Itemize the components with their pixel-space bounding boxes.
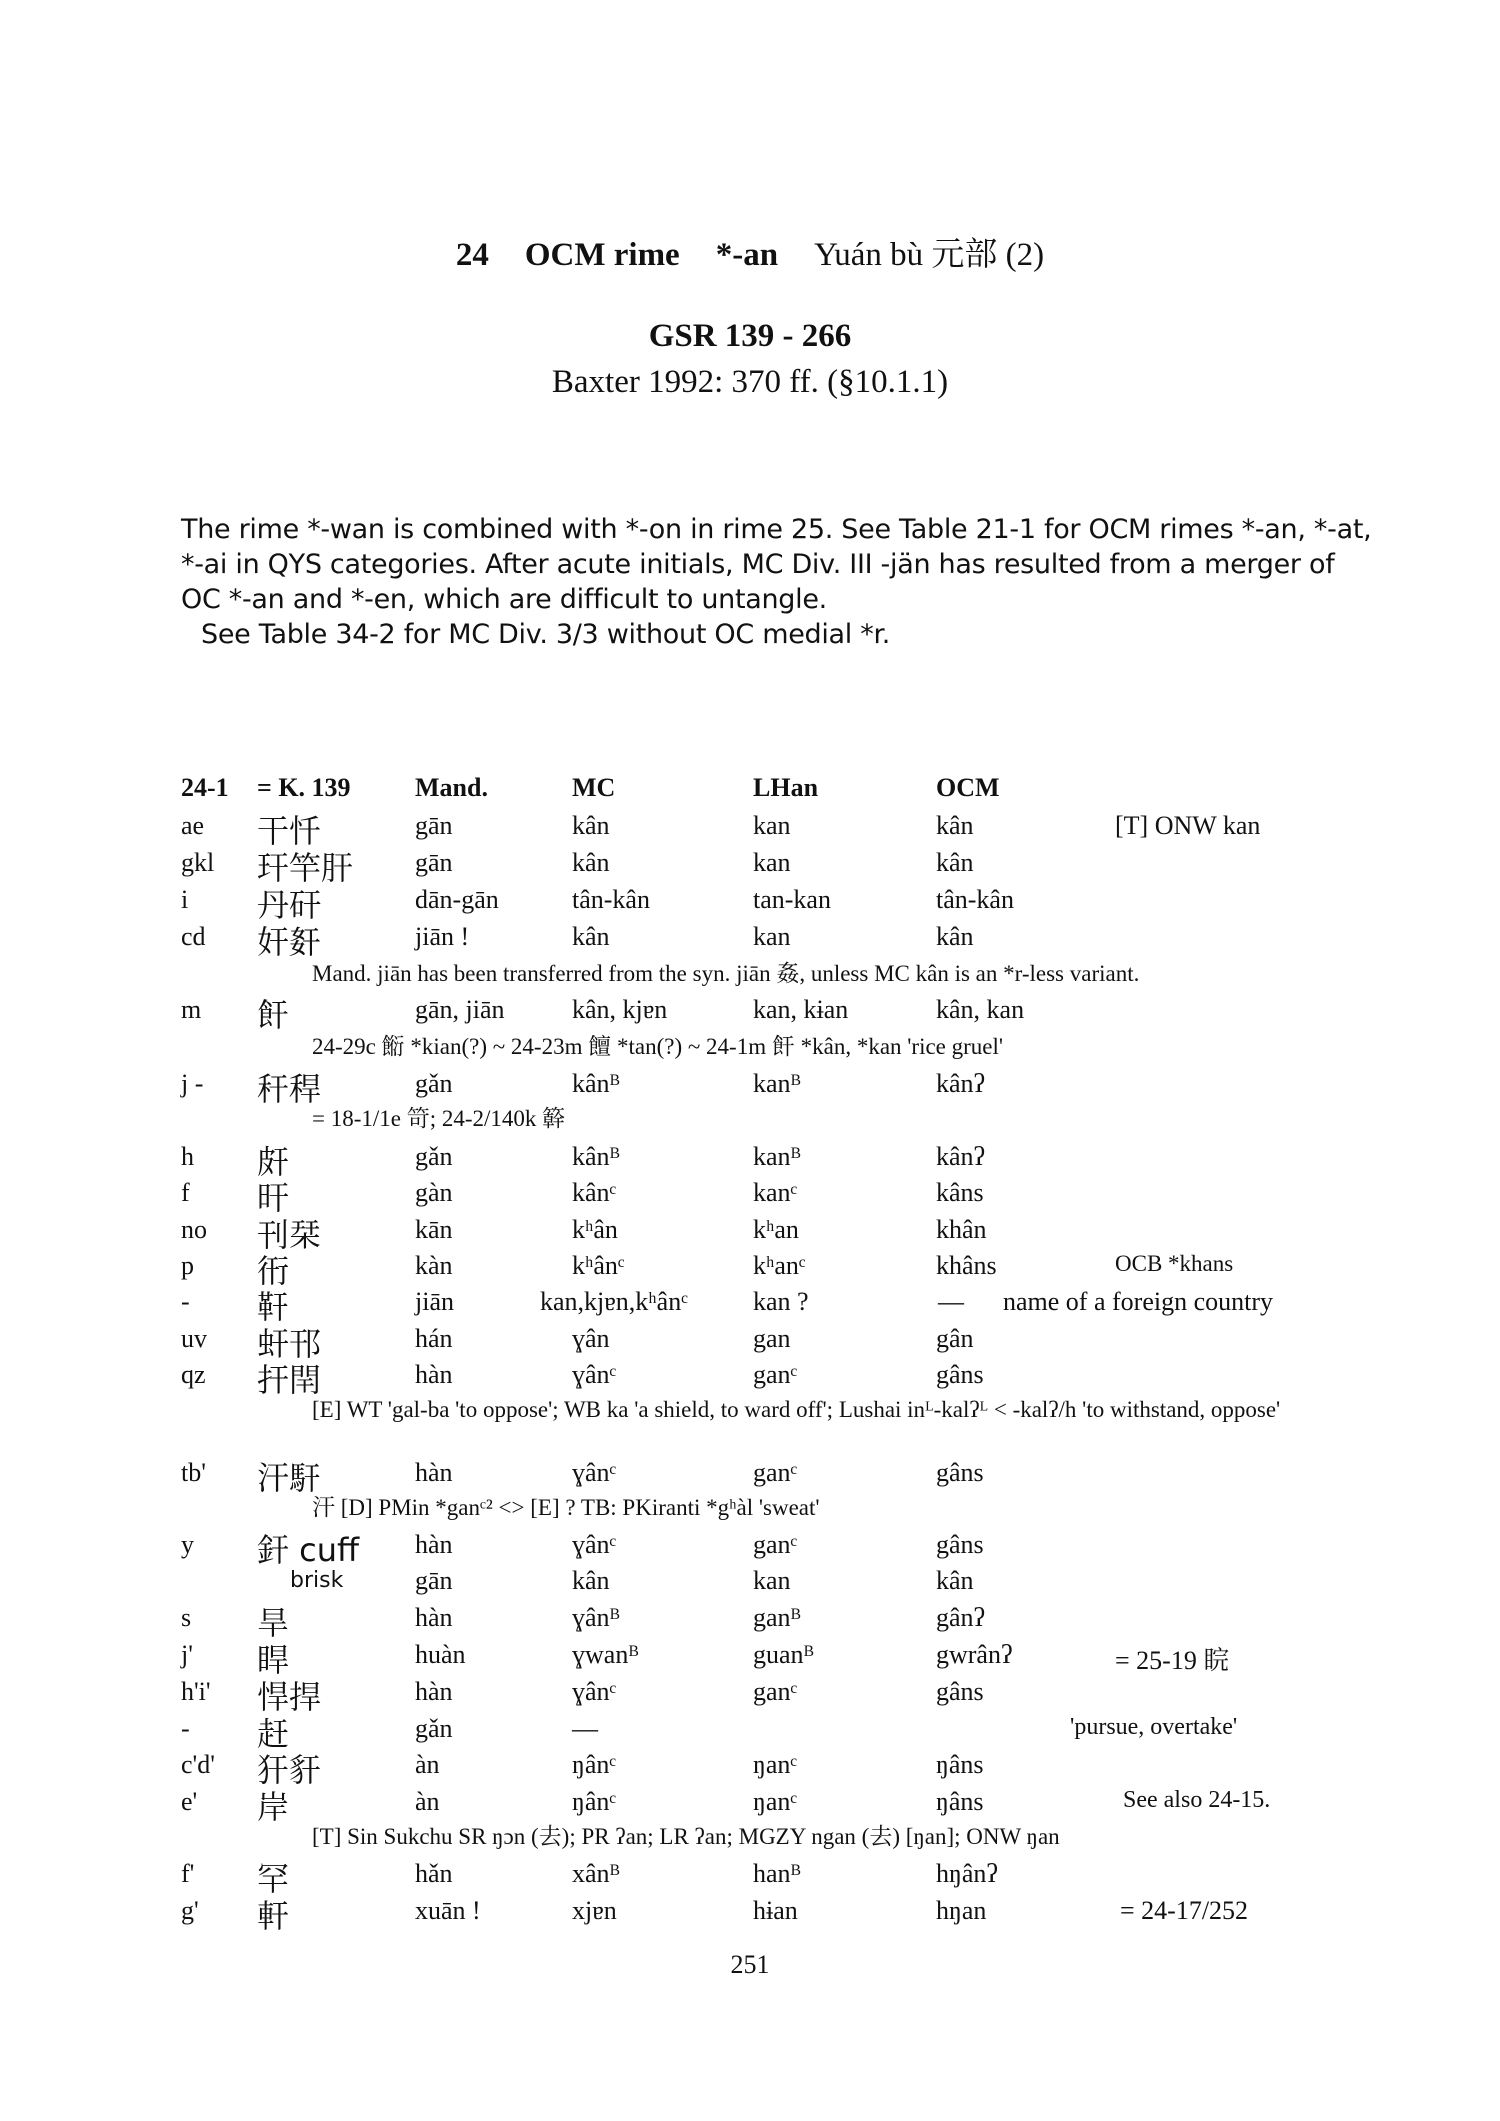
- row-lhan: ganᶜ: [753, 1458, 798, 1487]
- row-mc: —: [572, 1714, 598, 1743]
- row-ocm: gâns: [936, 1458, 984, 1487]
- row-mc: xjɐn: [572, 1896, 617, 1925]
- row-ocm: khâns: [936, 1251, 997, 1280]
- row-mand: hàn: [415, 1360, 453, 1389]
- row-chars: 悍捍: [257, 1678, 322, 1716]
- table-row: [0, 995, 1500, 1034]
- row-lhan: kʰan: [753, 1215, 799, 1244]
- row-chars: 睅: [257, 1641, 290, 1679]
- header-lhan: LHan: [753, 773, 819, 802]
- row-mc: kân: [572, 848, 610, 877]
- row-mand: hàn: [415, 1677, 453, 1706]
- row-ocm: ŋâns: [936, 1787, 984, 1816]
- table-header: [0, 773, 1500, 809]
- row-note: See also 24-15.: [1123, 1787, 1271, 1813]
- row-lhan: ŋanᶜ: [753, 1787, 798, 1816]
- row-ocm: kân: [936, 848, 974, 877]
- row-mand: gǎn: [415, 1069, 453, 1098]
- gsr-range: GSR 139 - 266: [648, 318, 852, 354]
- row-ocm: kân: [936, 811, 974, 840]
- row-tag: g': [181, 1896, 199, 1925]
- row-mc: tân-kân: [572, 885, 650, 914]
- row-ocm: kân: [936, 1566, 974, 1595]
- row-lhan: kan, kɨan: [753, 995, 849, 1024]
- row-chars: 干忏: [257, 812, 322, 850]
- row-mc: kʰân: [572, 1215, 618, 1244]
- intro-paragraph-2: See Table 34-2 for MC Div. 3/3 without OC medial *r.: [201, 619, 891, 650]
- note-j: = 18-1/1e 笴; 24-2/140k 簳: [312, 1106, 566, 1131]
- table-row: [0, 1287, 1500, 1326]
- row-chars: 釬 cuff: [257, 1531, 360, 1569]
- row-tag: -: [181, 1714, 190, 1743]
- rime-label: *-an: [715, 237, 779, 273]
- row-lhan: kanᴮ: [753, 1069, 801, 1098]
- row-tag: gkl: [181, 848, 215, 877]
- row-mc: kan,kjɐn,kʰânᶜ: [540, 1287, 688, 1316]
- row-chars: 衎: [257, 1252, 290, 1290]
- row-chars: brisk: [290, 1568, 344, 1593]
- row-chars: 虷邗: [257, 1325, 322, 1363]
- table-row: [0, 811, 1500, 850]
- row-mc: kân: [572, 811, 610, 840]
- row-tag: s: [181, 1603, 192, 1632]
- row-ocm: gân: [936, 1324, 974, 1353]
- row-mand: gǎn: [415, 1714, 453, 1743]
- row-mand: dān-gān: [415, 885, 499, 914]
- table-row: [0, 885, 1500, 924]
- row-ocm: hŋan: [936, 1896, 987, 1925]
- row-chars: 旰: [257, 1179, 290, 1217]
- note-e: [T] Sin Sukchu SR ŋɔn (去); PR ʔan; LR ʔan; MGZY ngan (去) [ŋan]; ONW ŋan: [312, 1824, 1060, 1849]
- row-lhan: kanᶜ: [753, 1178, 798, 1207]
- row-mc: ɣânᴮ: [572, 1603, 620, 1632]
- row-tag: p: [181, 1251, 194, 1280]
- row-ocm: gwrânʔ: [936, 1640, 1013, 1669]
- row-lhan: hɨan: [753, 1896, 798, 1925]
- row-mc: xânᴮ: [572, 1859, 620, 1888]
- row-tag: uv: [181, 1324, 207, 1353]
- table-row: [0, 1530, 1500, 1569]
- row-chars: 奸姧: [257, 923, 322, 961]
- row-chars: 玕竿肝: [257, 849, 354, 887]
- row-mc: ŋânᶜ: [572, 1787, 617, 1816]
- row-mc: ɣân: [572, 1324, 610, 1353]
- row-tag: tb': [181, 1458, 206, 1487]
- row-lhan: ganᶜ: [753, 1360, 798, 1389]
- table-row: [0, 1215, 1500, 1254]
- row-mand: àn: [415, 1787, 440, 1816]
- row-ocm: gâns: [936, 1530, 984, 1559]
- row-tag: y: [181, 1530, 194, 1559]
- row-tag: f': [181, 1859, 195, 1888]
- intro-paragraph: The rime *-wan is combined with *-on in rime 25. See Table 21-1 for OCM rimes *-an, *-at, *-ai in QYS categories. After acute initials, MC Div. III -jän has resulted from a merger of OC *-an and *-en, which are difficult to untangle.: [181, 514, 1372, 615]
- row-ocm: tân-kân: [936, 885, 1014, 914]
- row-ocm: khân: [936, 1215, 987, 1244]
- row-mc: ɣânᶜ: [572, 1458, 617, 1487]
- row-mand: gān: [415, 811, 453, 840]
- row-chars: 岸: [257, 1788, 290, 1826]
- row-chars: 旱: [257, 1604, 290, 1642]
- row-lhan: guanᴮ: [753, 1640, 814, 1669]
- row-lhan: ganᶜ: [753, 1677, 798, 1706]
- row-mand: àn: [415, 1750, 440, 1779]
- row-mand: hàn: [415, 1603, 453, 1632]
- row-tag: h'i': [181, 1677, 211, 1706]
- row-mc: kânᶜ: [572, 1178, 617, 1207]
- row-chars: 汗馯: [257, 1459, 322, 1497]
- row-mc: kân: [572, 1566, 610, 1595]
- table-row: [0, 1677, 1500, 1716]
- row-tag: j -: [181, 1069, 204, 1098]
- row-mc: kânᴮ: [572, 1142, 620, 1171]
- row-mc: kânᴮ: [572, 1069, 620, 1098]
- row-tag: j': [181, 1640, 193, 1669]
- table-row: [0, 1142, 1500, 1181]
- row-lhan: kan ?: [753, 1287, 809, 1316]
- row-ocm: kânʔ: [936, 1069, 986, 1098]
- row-note: = 24-17/252: [1120, 1896, 1249, 1925]
- yuanbu-label: Yuán bù 元部 (2): [814, 237, 1045, 273]
- row-tag: i: [181, 885, 189, 914]
- header-tag: 24-1: [181, 773, 229, 802]
- row-mand: gān: [415, 1566, 453, 1595]
- row-chars: 刊栞: [257, 1216, 322, 1254]
- row-ocm: kânʔ: [936, 1142, 986, 1171]
- row-lhan: kan: [753, 811, 791, 840]
- row-mand: hàn: [415, 1530, 453, 1559]
- row-mand: kàn: [415, 1251, 453, 1280]
- row-tag: cd: [181, 922, 206, 951]
- row-ocm: gânʔ: [936, 1603, 986, 1632]
- row-chars: 扞閈: [257, 1361, 322, 1399]
- row-ocm: ŋâns: [936, 1750, 984, 1779]
- row-chars: 飦: [257, 996, 290, 1034]
- row-lhan: tan-kan: [753, 885, 831, 914]
- table-row: [0, 1566, 1500, 1602]
- row-ocm: gâns: [936, 1360, 984, 1389]
- row-tag: e': [181, 1787, 198, 1816]
- table-row: [0, 1360, 1500, 1399]
- row-mand: gàn: [415, 1178, 453, 1207]
- table-row: [0, 1750, 1500, 1789]
- rime-number: 24: [455, 237, 489, 273]
- table-row: [0, 1787, 1500, 1826]
- table-row: [0, 1324, 1500, 1363]
- table-row: [0, 1251, 1500, 1290]
- row-tag: qz: [181, 1360, 206, 1389]
- baxter-ref: Baxter 1992: 370 ff. (§10.1.1): [551, 364, 949, 400]
- page-number: 251: [730, 1950, 770, 1979]
- table-row: [0, 848, 1500, 887]
- row-mand: gān: [415, 848, 453, 877]
- row-mc: kân: [572, 922, 610, 951]
- section-title: [0, 228, 1500, 275]
- table-row: [0, 1859, 1500, 1898]
- row-lhan: ganᴮ: [753, 1603, 801, 1632]
- row-ocm: kân, kan: [936, 995, 1025, 1024]
- row-chars: 丹矸: [257, 886, 322, 924]
- row-ocm: gâns: [936, 1677, 984, 1706]
- row-lhan: ganᶜ: [753, 1530, 798, 1559]
- row-mc: ɣwanᴮ: [572, 1640, 639, 1669]
- table-row: [0, 1178, 1500, 1217]
- row-lhan: ŋanᶜ: [753, 1750, 798, 1779]
- row-mand: huàn: [415, 1640, 466, 1669]
- ocm-label: OCM rime: [524, 237, 680, 273]
- row-mand: hǎn: [415, 1859, 453, 1888]
- row-mc: ŋânᶜ: [572, 1750, 617, 1779]
- row-note: OCB *khans: [1115, 1251, 1234, 1276]
- row-mand: xuān !: [415, 1896, 481, 1925]
- row-chars: 赶: [257, 1715, 290, 1753]
- row-note: 'pursue, overtake': [1070, 1714, 1238, 1740]
- row-lhan: kanᴮ: [753, 1142, 801, 1171]
- row-mc: kân, kjɐn: [572, 995, 668, 1024]
- row-chars: 靬: [257, 1288, 290, 1326]
- row-mand: gǎn: [415, 1142, 453, 1171]
- row-mand: kān: [415, 1215, 453, 1244]
- row-mand: jiān !: [415, 922, 470, 951]
- row-tag: ae: [181, 811, 205, 840]
- row-lhan: kʰanᶜ: [753, 1251, 806, 1280]
- table-row: [0, 1603, 1500, 1642]
- row-chars: 罕: [257, 1860, 290, 1898]
- row-mc: kʰânᶜ: [572, 1251, 625, 1280]
- header-ocm: OCM: [936, 773, 1000, 802]
- row-mc: ɣânᶜ: [572, 1677, 617, 1706]
- note-m: 24-29c 餰 *kian(?) ~ 24-23m 饘 *tan(?) ~ 24-1m 飦 *kân, *kan 'rice gruel': [312, 1034, 1004, 1059]
- row-ocm: kân: [936, 922, 974, 951]
- row-mand: gān, jiān: [415, 995, 505, 1024]
- row-note: [T] ONW kan: [1115, 811, 1261, 840]
- row-mand: hàn: [415, 1458, 453, 1487]
- header-mc: MC: [572, 773, 616, 802]
- row-tag: no: [181, 1215, 207, 1244]
- row-lhan: kan: [753, 1566, 791, 1595]
- note-qz: [E] WT 'gal-ba 'to oppose'; WB ka 'a shield, to ward off'; Lushai inᴸ-kalʔᴸ < -kalʔ/h 'to withstand, oppose': [312, 1397, 1281, 1422]
- row-tag: h: [181, 1142, 194, 1171]
- row-chars: 皯: [257, 1143, 290, 1181]
- row-lhan: gan: [753, 1324, 791, 1353]
- row-note: = 25-19 睆: [1115, 1646, 1230, 1675]
- row-chars: 犴豻: [257, 1751, 322, 1789]
- row-note: name of a foreign country: [1003, 1287, 1274, 1316]
- row-ocm: —: [938, 1287, 964, 1316]
- row-chars: 軒: [257, 1897, 290, 1935]
- row-mc: ɣânᶜ: [572, 1360, 617, 1389]
- row-tag: -: [181, 1287, 190, 1316]
- table-row: [0, 1714, 1500, 1753]
- row-lhan: hanᴮ: [753, 1859, 801, 1888]
- table-row: [0, 1896, 1500, 1935]
- row-mc: ɣânᶜ: [572, 1530, 617, 1559]
- row-lhan: kan: [753, 848, 791, 877]
- table-row: [0, 1640, 1500, 1679]
- row-mand: hán: [415, 1324, 453, 1353]
- row-tag: f: [181, 1178, 190, 1207]
- table-row: [0, 1069, 1500, 1108]
- table-row: [0, 1458, 1500, 1497]
- row-ocm: hŋânʔ: [936, 1859, 998, 1888]
- row-mand: jiān: [415, 1287, 454, 1316]
- row-tag: m: [181, 995, 202, 1024]
- header-mand: Mand.: [415, 773, 488, 802]
- row-tag: c'd': [181, 1750, 215, 1779]
- note-tb: 汗 [D] PMin *ganᶜ² <> [E] ? TB: PKiranti *gʰàl 'sweat': [312, 1495, 820, 1520]
- table-row: [0, 922, 1500, 961]
- note-cd: Mand. jiān has been transferred from the syn. jiān 姦, unless MC kân is an *r-less variant.: [312, 961, 1140, 986]
- row-lhan: kan: [753, 922, 791, 951]
- row-chars: 秆稈: [257, 1070, 322, 1108]
- row-ocm: kâns: [936, 1178, 984, 1207]
- header-k: = K. 139: [257, 773, 351, 802]
